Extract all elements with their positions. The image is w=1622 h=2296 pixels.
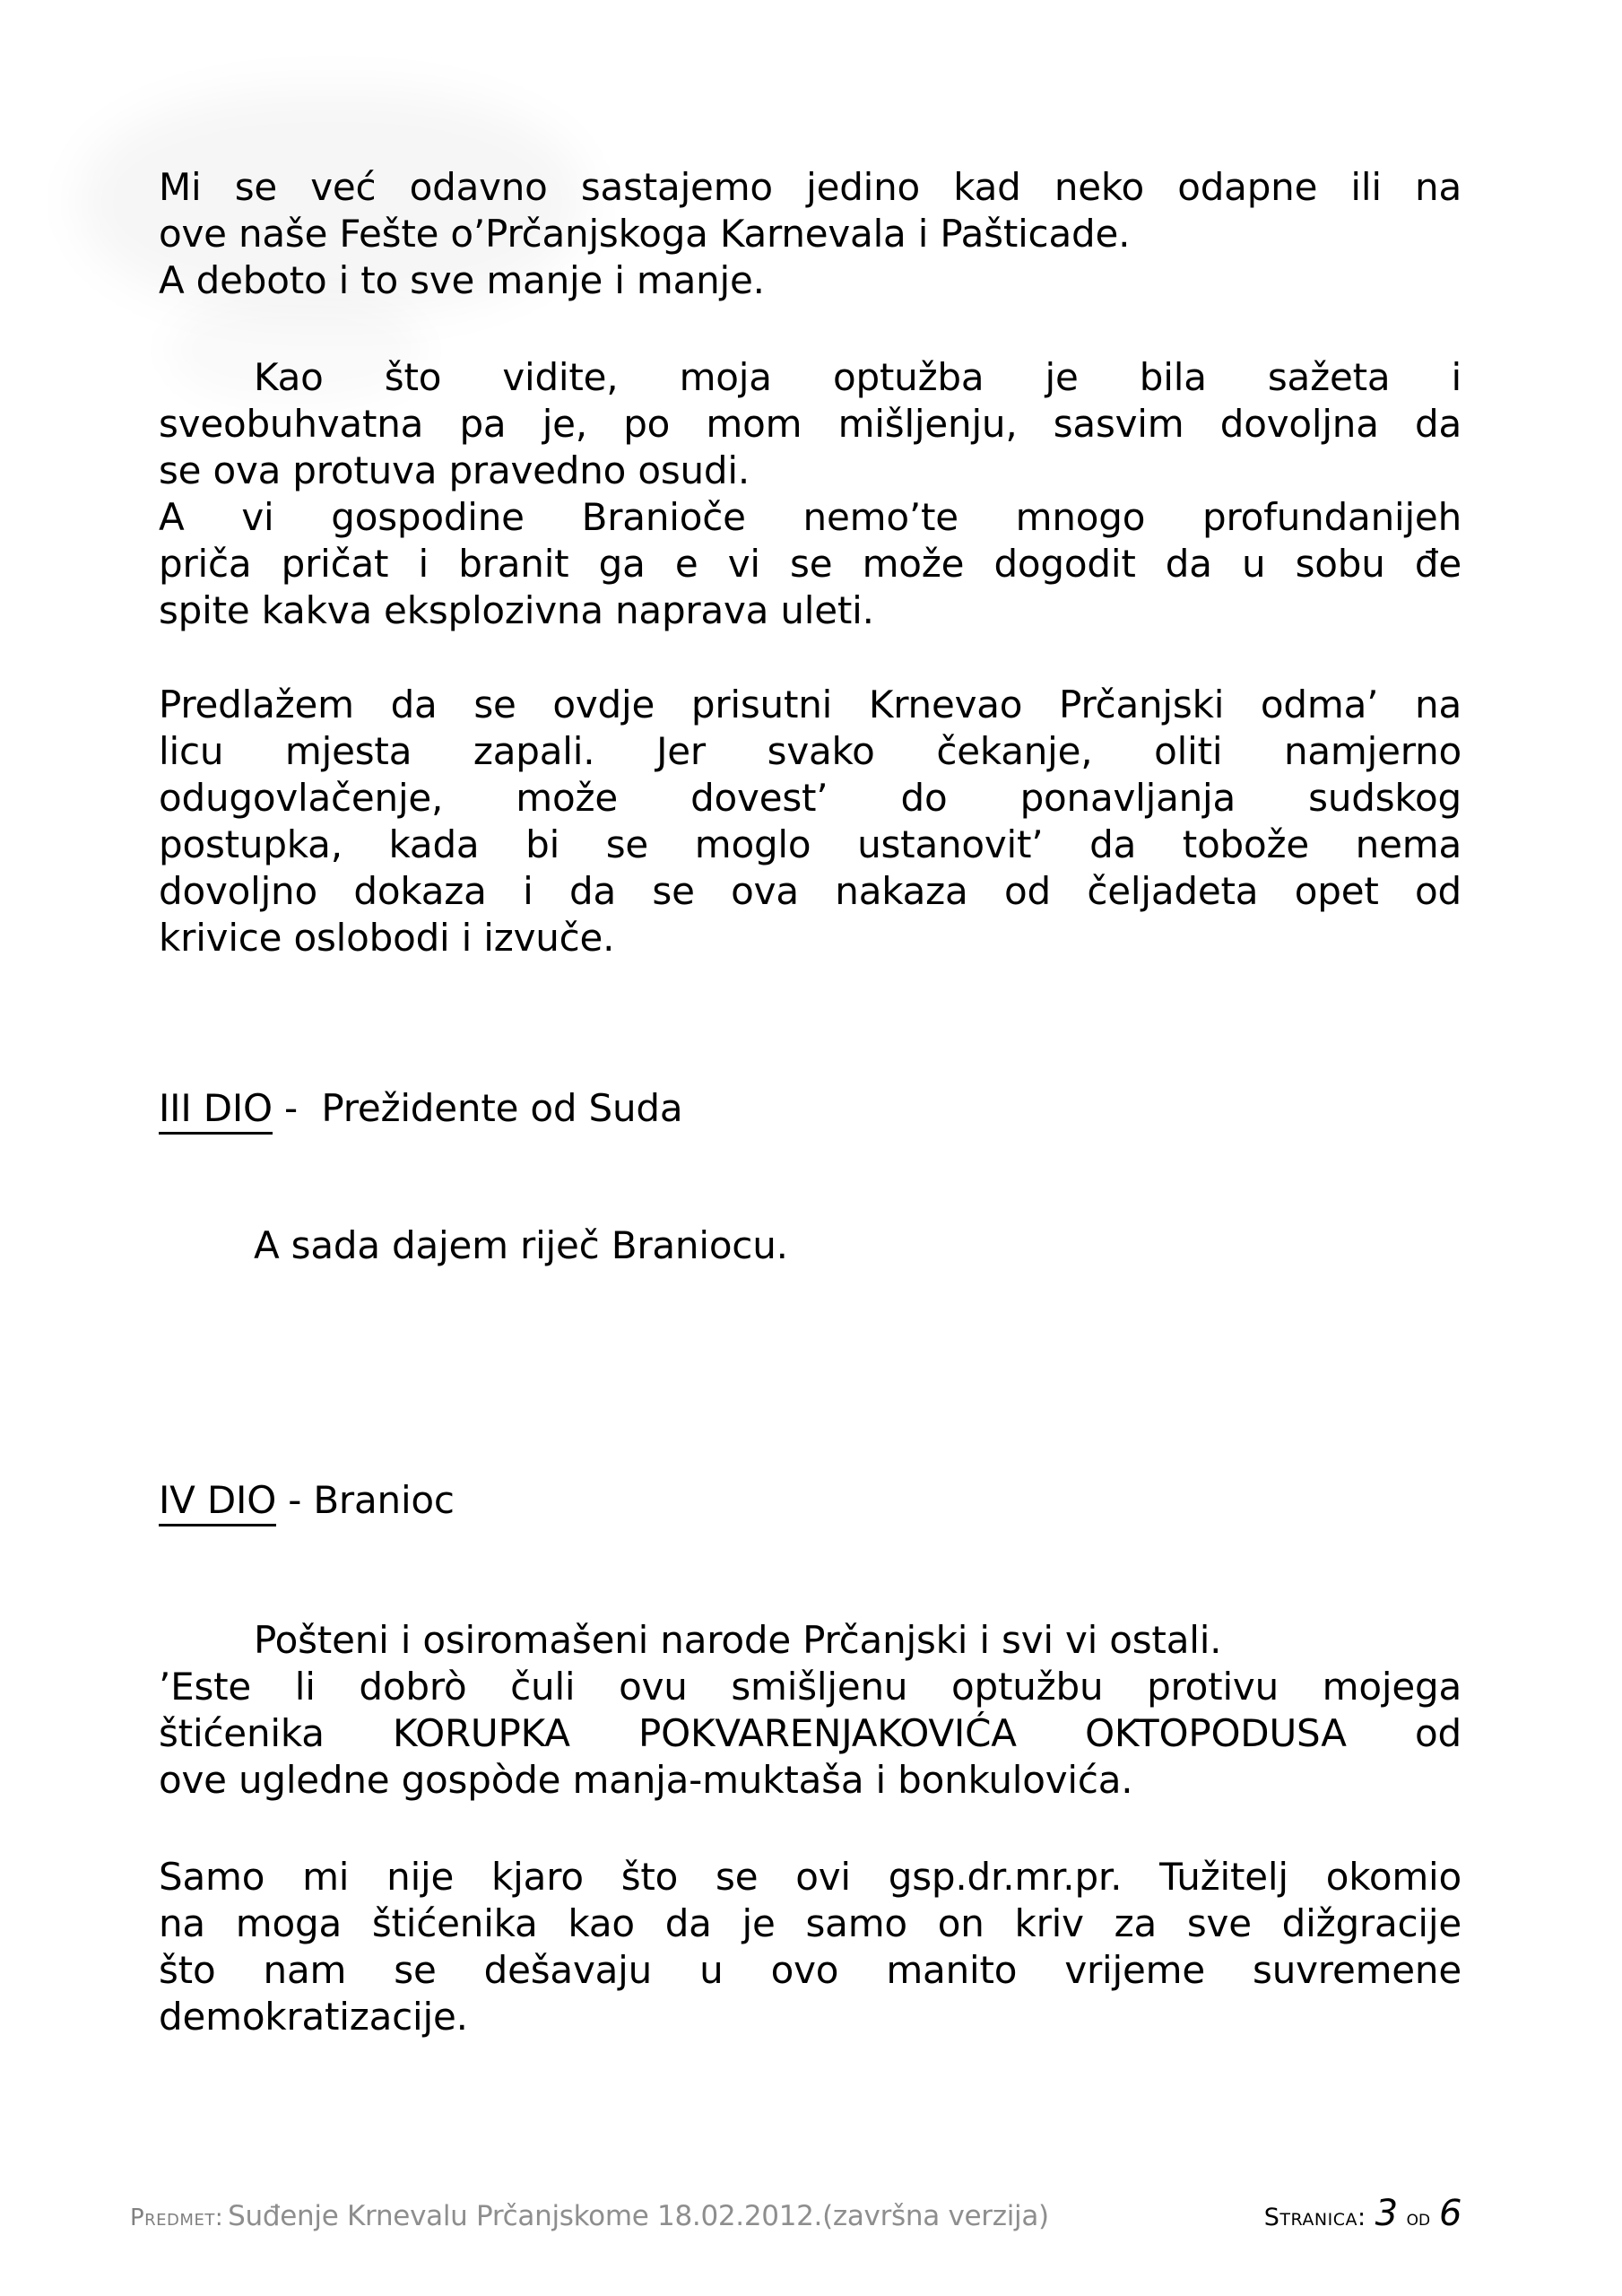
paragraph [159, 354, 1462, 634]
footer-page-label: Stranica: [1263, 2204, 1366, 2231]
paragraph [159, 1854, 1462, 2040]
text-line: Predlažem da se ovdje prisutni Krnevao Prčanjski odma’ na [159, 683, 1462, 726]
text-line: sveobuhvatna pa je, po mom mišljenju, sasvim dovoljna da [159, 402, 1462, 446]
footer-page-number: 3 [1375, 2193, 1398, 2234]
text-line: Samo mi nije kjaro što se ovi gsp.dr.mr.pr. Tužitelj okomio [159, 1855, 1462, 1899]
text-line: se ova protuva pravedno osudi. [159, 448, 750, 492]
footer-subject-value: Suđenje Krnevalu Prčanjskome 18.02.2012.(završna verzija) [228, 2200, 1049, 2232]
heading-rest-label: - Prežidente od Suda [272, 1086, 683, 1130]
footer-page-indicator [1264, 2193, 1462, 2234]
text-line: postupka, kada bi se moglo ustanovit’ da tobože nema [159, 822, 1462, 866]
text-line: priča pričat i branit ga e vi se može dogodit da u sobu đe [159, 542, 1462, 586]
text-line: Kao što vidite, moja optužba je bila sažeta i [254, 355, 1462, 399]
heading-underlined-label: IV DIO [159, 1478, 276, 1526]
page-footer [130, 2193, 1462, 2234]
text-line: na moga štićenika kao da je samo on kriv za sve dižgracije [159, 1901, 1462, 1945]
text-line: štićenika KORUPKA POKVARENJAKOVIĆA OKTOPODUSA od [159, 1711, 1462, 1755]
footer-subject-label: Predmet: [130, 2205, 224, 2231]
paragraph [159, 1222, 1462, 1269]
text-line: licu mjesta zapali. Jer svako čekanje, oliti namjerno [159, 729, 1462, 773]
text-line: krivice oslobodi i izvuče. [159, 916, 615, 960]
text-line: demokratizacije. [159, 1995, 468, 2039]
paragraph [159, 1617, 1462, 1804]
text-line: ove ugledne gospòde manja-muktaša i bonkulovića. [159, 1758, 1133, 1802]
text-line: dovoljno dokaza i da se ova nakaza od čeljadeta opet od [159, 869, 1462, 913]
heading-rest-label: - Branioc [276, 1478, 455, 1522]
document-body [159, 0, 1462, 2040]
text-line: A sada dajem riječ Braniocu. [254, 1223, 788, 1267]
text-line: Pošteni i osiromašeni narode Prčanjski i svi vi ostali. [254, 1618, 1222, 1662]
footer-od-label: od [1406, 2205, 1431, 2231]
text-line: ’Este li dobrò čuli ovu smišljenu optužbu protivu mojega [159, 1665, 1462, 1709]
heading-underlined-label: III DIO [159, 1086, 273, 1135]
text-line: A deboto i to sve manje i manje. [159, 258, 765, 302]
text-line: A vi gospodine Branioče nemo’te mnogo profundanijeh [159, 495, 1462, 539]
footer-page-total: 6 [1439, 2193, 1462, 2234]
text-line: ove naše Fešte o’Prčanjskoga Karnevala i Pašticade. [159, 212, 1131, 256]
text-line: odugovlačenje, može dovest’ do ponavljanja sudskog [159, 776, 1462, 820]
paragraph [159, 682, 1462, 961]
paragraph [159, 164, 1462, 304]
section-heading [159, 1085, 1462, 1132]
text-line: Mi se već odavno sastajemo jedino kad neko odapne ili na [159, 165, 1462, 209]
section-heading [159, 1477, 1462, 1524]
footer-subject [130, 2200, 1049, 2232]
text-line: što nam se dešavaju u ovo manito vrijeme suvremene [159, 1948, 1462, 1992]
text-line: spite kakva eksplozivna naprava uleti. [159, 588, 874, 632]
